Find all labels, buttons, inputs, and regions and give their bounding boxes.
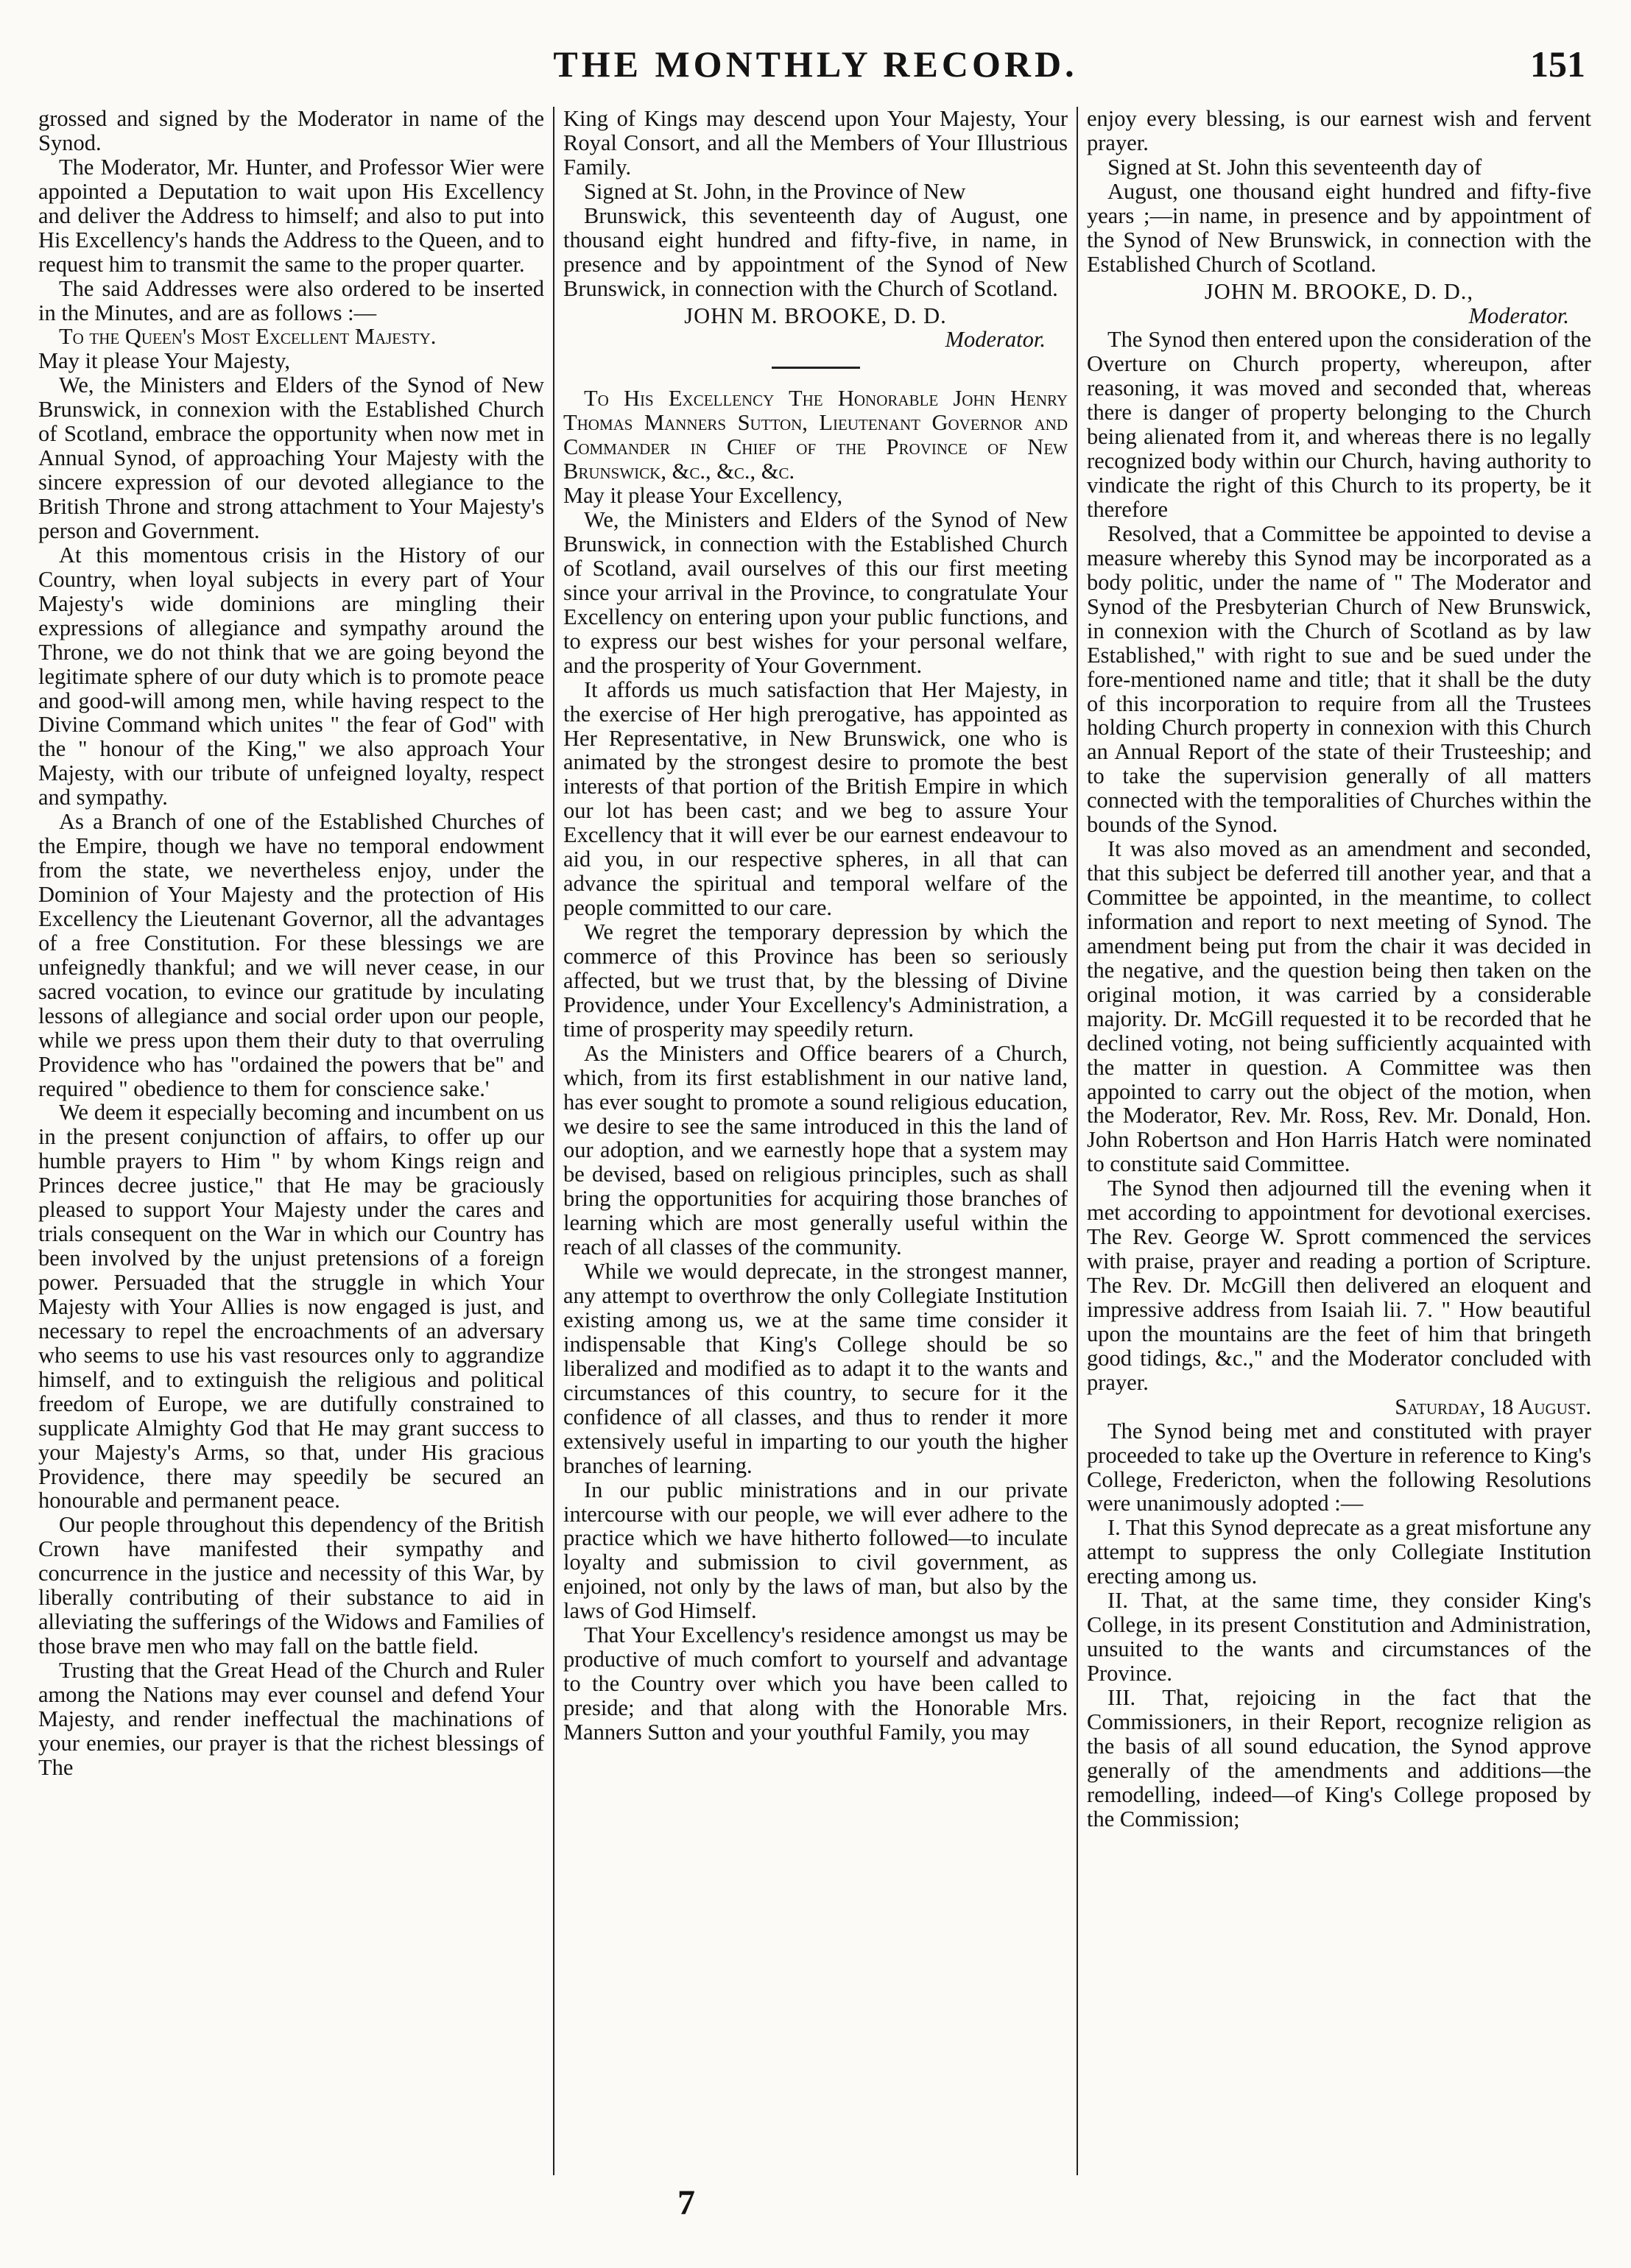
- paragraph: That Your Excellency's residence amongst us may be productive of much comfort to yourself and advantage to the Country over which you have been called to preside; and that along with the Honorable Mrs. Manners Sutton and your youthful Family, you may: [563, 1622, 1068, 1745]
- salutation: May it please Your Excellency,: [563, 483, 843, 509]
- address-heading-excellency: To His Excellency The Honorable John Henry Thomas Manners Sutton, Lieutenant Governor and Commander in Chief of the Province of New Brunswick, &c., &c., &c.: [563, 386, 1068, 484]
- resolution-3: III. That, rejoicing in the fact that the Commissioners, in their Report, recognize religion as the basis of all sound education, the Synod approve generally of the amendments and additions—the remodelling, indeed—of King's College proposed by the Commission;: [1087, 1684, 1591, 1831]
- paragraph: In our public ministrations and in our private intercourse with our people, we will ever adhere to the practice which we have hitherto followed—to inculate loyalty and submission to civil government, as enjoined, not only by the laws of man, but also by the laws of God Himself.: [563, 1477, 1068, 1624]
- paragraph: grossed and signed by the Moderator in name of the Synod.: [38, 107, 544, 155]
- paragraph: It affords us much satisfaction that Her Majesty, in the exercise of Her high prerogative, has appointed as Her Representative, in New Brunswick, one who is animated by the strongest desire to promote the best interests of that portion of the British Empire in which our lot has been cast; and we beg to assure Your Excellency that it will ever be our earnest endeavour to aid you, in our respective spheres, in all that can advance the spiritual and temporal welfare of the people committed to our care.: [563, 676, 1068, 921]
- paragraph: The Moderator, Mr. Hunter, and Professor Wier were appointed a Deputation to wait upon His Excellency and deliver the Address to himself; and also to put into His Excellency's hands the Address to the Queen, and to request him to transmit the same to the proper quarter.: [38, 154, 544, 277]
- paragraph: We deem it especially becoming and incumbent on us in the present conjunction of affairs, to offer up our humble prayers to Him " by whom Kings reign and Princes decree justice," that He may be graciously pleased to support Your Majesty under the cares and trials consequent on the War in which our Country has been involved by the unjust pretensions of a foreign power. Persuaded that the struggle in which Your Majesty with Your Allies is now engaged is just, and necessary to repel the encroachments of an adversary who seems to use his vast resources only to aggrandize himself, and to extinguish the religious and political freedom of Europe, we are dutifully constrained to supplicate Almighty God that He may grant success to your Majesty's Arms, so that, under His gracious Providence, there may speedily be secured an honourable and permanent peace.: [38, 1100, 544, 1513]
- section-divider: [772, 367, 860, 369]
- signer-name: JOHN M. BROOKE, D. D.: [684, 303, 947, 328]
- running-title: THE MONTHLY RECORD.: [553, 43, 1078, 85]
- date-heading: Saturday, 18 August.: [1395, 1393, 1591, 1419]
- address-heading-queen: To the Queen's Most Excellent Majesty.: [59, 324, 437, 350]
- signed-body: August, one thousand eight hundred and fifty-five years ;—in name, in presence and by appointment of the Synod of New Brunswick, in connection with the Established Church of Scotland.: [1087, 178, 1591, 277]
- paragraph: Our people throughout this dependency of the British Crown have manifested their sympathy and concurrence in the justice and necessity of this War, by liberally contributing of their substance to aid in alleviating the sufferings of the Widows and Families of those brave men who may fall on the battle field.: [38, 1512, 544, 1659]
- salutation: May it please Your Majesty,: [38, 348, 290, 374]
- signer-name: JOHN M. BROOKE, D. D.,: [1204, 278, 1474, 304]
- paragraph: Resolved, that a Committee be appointed to devise a measure whereby this Synod may be incorporated as a body politic, under the name of " The Moderator and Synod of the Presbyterian Church of New Brunswick, in connexion with the Church of Scotland as by law Established," with right to sue and be sued under the fore-mentioned name and title; that it shall be the duty of this incorporation to require from all the Trustees holding Church property in connexion with this Church an Annual Report of the state of their Trusteeship; and to take the supervision generally of all matters connected with the temporalities of Churches within the bounds of the Synod.: [1087, 520, 1591, 838]
- resolution-2: II. That, at the same time, they consider King's College, in its present Constitution and Administration, unsuited to the wants and circumstances of the Province.: [1087, 1588, 1591, 1686]
- signer-title: Moderator.: [1468, 303, 1569, 328]
- paragraph: We, the Ministers and Elders of the Synod of New Brunswick, in connection with the Established Church of Scotland, avail ourselves of this our first meeting since your arrival in the Province, to congratulate Your Excellency on entering upon your public functions, and to express our best wishes for your personal welfare, and the prosperity of Your Government.: [563, 507, 1068, 678]
- paragraph: King of Kings may descend upon Your Majesty, Your Royal Consort, and all the Members of Your Illustrious Family.: [563, 107, 1068, 180]
- paragraph: As a Branch of one of the Established Churches of the Empire, though we have no temporal endowment from the state, we nevertheless enjoy, under the Dominion of Your Majesty and the protection of His Excellency the Lieutenant Governor, all the advantages of a free Constitution. For these blessings we are unfeignedly thankful; and we will never cease, in our sacred vocation, to evince our gratitude by inculating lessons of allegiance and social order upon our people, while we press upon them their duty to that overruling Providence who has "ordained the powers that be" and required " obedience to them for conscience sake.': [38, 809, 544, 1101]
- signed-intro: Signed at St. John, in the Province of New: [584, 178, 966, 204]
- signed-body: Brunswick, this seventeenth day of August, one thousand eight hundred and fifty-five, in name, in presence and by appointment of the Synod of New Brunswick, in connection with the Church of Scotland.: [563, 202, 1068, 301]
- paragraph: enjoy every blessing, is our earnest wish and fervent prayer.: [1087, 107, 1591, 155]
- column-2: [553, 107, 1077, 2175]
- paragraph: We, the Ministers and Elders of the Synod of New Brunswick, in connexion with the Established Church of Scotland, embrace the opportunity when now met in Annual Synod, of approaching Your Majesty with the sincere expression of our devoted allegiance to the British Throne and strong attachment to Your Majesty's person and Government.: [38, 372, 544, 543]
- paragraph: It was also moved as an amendment and seconded, that this subject be deferred till another year, and that a Committee be appointed, in the meantime, to collect information and report to next meeting of Synod. The amendment being put from the chair it was decided in the negative, and the question being then taken on the original motion, it was carried by a considerable majority. Dr. McGill requested it to be recorded that he declined voting, not being sufficiently acquainted with the matter in question. A Committee was then appointed to carry out the object of the motion, when the Moderator, Rev. Mr. Ross, Rev. Mr. Donald, Hon. John Robertson and Hon Harris Hatch were nominated to constitute said Committee.: [1087, 836, 1591, 1177]
- paragraph: We regret the temporary depression by which the commerce of this Province has been so seriously affected, but we trust that, by the blessing of Divine Providence, under Your Excellency's Administration, a time of prosperity may speedily return.: [563, 919, 1068, 1042]
- page-header: [29, 43, 1602, 94]
- paragraph: The said Addresses were also ordered to be inserted in the Minutes, and are as follows :—: [38, 275, 544, 325]
- column-3: [1077, 107, 1600, 2175]
- page-number: 151: [1530, 43, 1585, 85]
- paragraph: At this momentous crisis in the History of our Country, when loyal subjects in every part of Your Majesty's wide dominions are mingling their expressions of allegiance and sympathy around the Throne, we do not think that we are going beyond the legitimate sphere of our duty which is to promote peace and good-will among men, while having respect to the Divine Command which unites " the fear of God" with the " honour of the King," we also approach Your Majesty, with our tribute of unfeigned loyalty, respect and sympathy.: [38, 542, 544, 810]
- article-columns: [29, 107, 1602, 2175]
- paragraph: Trusting that the Great Head of the Church and Ruler among the Nations may ever counsel and defend Your Majesty, and render ineffectual the machinations of your enemies, our prayer is that the richest blessings of The: [38, 1658, 544, 1780]
- paragraph: The Synod being met and constituted with prayer proceeded to take up the Overture in reference to King's College, Fredericton, when the following Resolutions were unanimously adopted :—: [1087, 1418, 1591, 1516]
- paragraph: The Synod then entered upon the consideration of the Overture on Church property, whereupon, after reasoning, it was moved and seconded that, whereas there is danger of property belonging to the Church being alienated from it, and whereas there is no legally recognized body within our Church, having authority to vindicate the right of this Church to its property, be it therefore: [1087, 327, 1591, 522]
- resolution-1: I. That this Synod deprecate as a great misfortune any attempt to suppress the only Collegiate Institution erecting among us.: [1087, 1515, 1591, 1589]
- paragraph: While we would deprecate, in the strongest manner, any attempt to overthrow the only Collegiate Institution existing among us, we at the same time consider it indispensable that King's College should be so liberalized and modified as to adapt it to the wants and circumstances of this country, to secure for it the confidence of all classes, and thus to render it more extensively useful in imparting to our youth the higher branches of learning.: [563, 1259, 1068, 1478]
- signer-title: Moderator.: [945, 327, 1046, 353]
- paragraph: As the Ministers and Office bearers of a Church, which, from its first establishment in our native land, has ever sought to promote a sound religious education, we desire to see the same introduced in this the land of our adoption, and we earnestly hope that a system may be devised, based on religious principles, such as shall bring the opportunities for acquiring those branches of learning which are most generally useful within the reach of all classes of the community.: [563, 1040, 1068, 1260]
- paragraph: The Synod then adjourned till the evening when it met according to appointment for devotional exercises. The Rev. George W. Sprott commenced the services with praise, prayer and reading a portion of Scripture. The Rev. Dr. McGill then delivered an eloquent and impressive address from Isaiah lii. 7. " How beautiful upon the mountains are the feet of him that bringeth good tidings, &c.," and the Moderator concluded with prayer.: [1087, 1176, 1591, 1395]
- signed-intro: Signed at St. John this seventeenth day of: [1107, 154, 1482, 180]
- column-1: [29, 107, 553, 2175]
- printer-signature-mark: 7: [677, 2183, 695, 2222]
